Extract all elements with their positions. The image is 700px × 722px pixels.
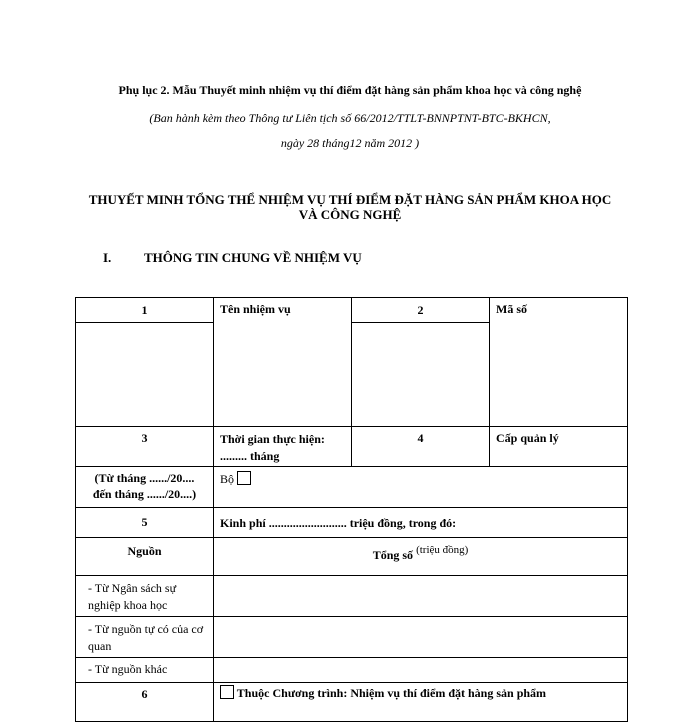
- appendix-title: Phụ lục 2. Mẫu Thuyết minh nhiệm vụ thí điểm đặt hàng sản phẩm khoa học và công nghệ: [118, 83, 582, 97]
- management-level-label: Cấp quản lý: [496, 431, 559, 445]
- row4-number: 4: [351, 426, 490, 467]
- program-cell: [213, 682, 628, 722]
- task-name-label: Tên nhiệm vụ: [220, 302, 291, 316]
- total-label: Tổng số: [372, 548, 414, 562]
- row5-number: 5: [75, 507, 214, 538]
- budget-cell[interactable]: [213, 507, 628, 538]
- ministry-checkbox[interactable]: [237, 471, 251, 485]
- task-name-area[interactable]: [351, 322, 490, 427]
- total-unit: (triệu đồng): [416, 544, 469, 556]
- source-state-budget-value[interactable]: [213, 575, 628, 617]
- source-other-value[interactable]: [213, 657, 628, 683]
- source-other: - Từ nguồn khác: [75, 657, 214, 683]
- program-checkbox[interactable]: [220, 685, 234, 699]
- document-title: THUYẾT MINH TỔNG THỂ NHIỆM VỤ THÍ ĐIỂM ĐẶT HÀNG SẢN PHẨM KHOA HỌC VÀ CÔNG NGHỆ: [88, 192, 612, 222]
- management-level-cell[interactable]: [489, 426, 628, 467]
- code-cell[interactable]: [489, 297, 628, 427]
- section-number: I.: [103, 250, 112, 265]
- issued-date-line: ngày 28 tháng12 năm 2012 ): [280, 136, 420, 150]
- row6-number: 6: [75, 682, 214, 722]
- from-month: (Từ tháng ....../20....: [94, 471, 195, 485]
- source-state-budget: - Từ Ngân sách sự nghiệp khoa học: [75, 575, 214, 617]
- source-header: Nguồn: [75, 537, 214, 576]
- ministry-label: Bộ: [220, 472, 235, 486]
- duration-label: Thời gian thực hiện:: [220, 432, 325, 446]
- duration-months: ......... tháng: [220, 449, 280, 463]
- duration-cell[interactable]: [213, 426, 352, 467]
- to-month: đến tháng ....../20....): [92, 487, 197, 501]
- period-cell: [75, 466, 214, 508]
- task-name-cell[interactable]: [213, 297, 352, 427]
- code-label: Mã số: [496, 302, 527, 316]
- issued-with-line: (Ban hành kèm theo Thông tư Liên tịch số 66/2012/TTLT-BNNPTNT-BTC-BKHCN,: [149, 111, 551, 125]
- source-own-value[interactable]: [213, 616, 628, 658]
- row1-number: 1: [75, 297, 214, 323]
- total-header: [213, 537, 628, 576]
- row1-blank: [75, 322, 214, 427]
- source-own: - Từ nguồn tự có của cơ quan: [75, 616, 214, 658]
- program-label: Thuộc Chương trình: Nhiệm vụ thí điểm đặt hàng sản phẩm: [236, 686, 547, 700]
- general-info-form: [75, 297, 628, 717]
- section-heading: THÔNG TIN CHUNG VỀ NHIỆM VỤ: [144, 250, 362, 265]
- row2-number: 2: [351, 297, 490, 323]
- row3-number: 3: [75, 426, 214, 467]
- ministry-cell: [213, 466, 628, 508]
- budget-label: Kinh phí .......................... triệu đồng, trong đó:: [220, 516, 457, 530]
